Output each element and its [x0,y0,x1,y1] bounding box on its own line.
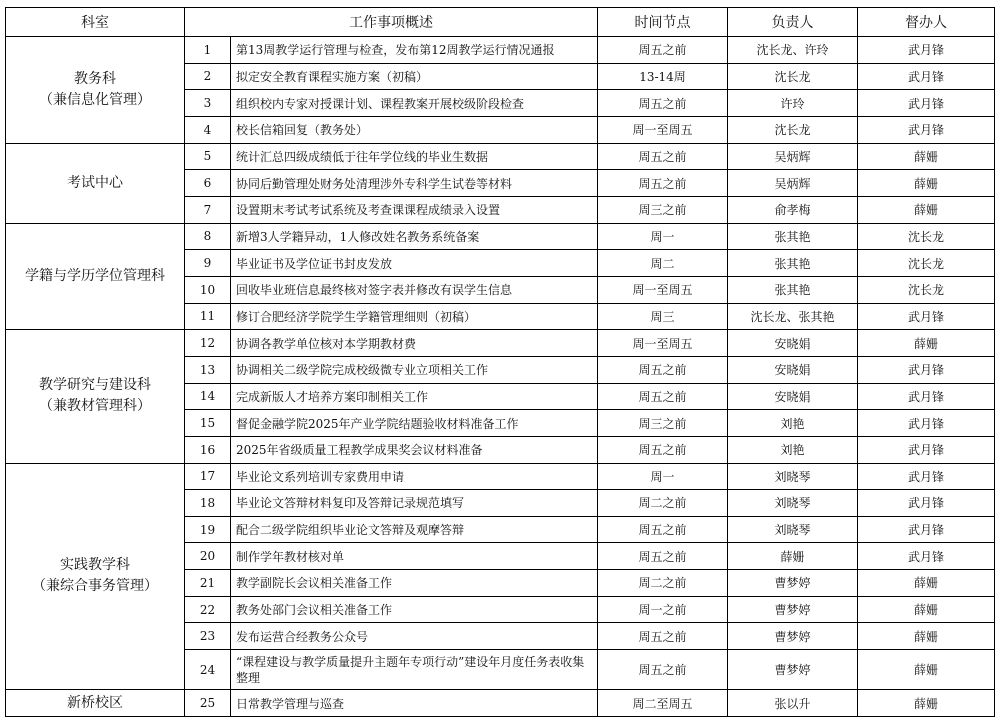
supervisor-name: 薛姗 [858,196,995,223]
time-node: 周二至周五 [598,690,728,717]
header-supervisor: 督办人 [858,8,995,37]
department-subtitle: （兼教材管理科） [39,398,151,415]
table-row [6,690,995,717]
table-row [6,37,995,64]
supervisor-name: 沈长龙 [858,223,995,250]
supervisor-name: 薛姗 [858,690,995,717]
owner-name: 张其艳 [728,276,858,303]
owner-name: 曹梦婷 [728,650,858,690]
time-node: 周一 [598,223,728,250]
owner-name: 刘晓琴 [728,463,858,490]
row-number: 18 [185,490,231,517]
task-description: 统计汇总四级成绩低于往年学位线的毕业生数据 [231,143,598,170]
row-number: 20 [185,543,231,570]
task-description: 2025年省级质量工程教学成果奖会议材料准备 [231,436,598,463]
task-description: 修订合肥经济学院学生学籍管理细则（初稿） [231,303,598,330]
owner-name: 吴炳辉 [728,143,858,170]
row-number: 23 [185,623,231,650]
row-number: 19 [185,516,231,543]
row-number: 2 [185,63,231,90]
time-node: 周三之前 [598,410,728,437]
owner-name: 张以升 [728,690,858,717]
department-name: 教务科 [74,70,116,87]
row-number: 12 [185,330,231,357]
owner-name: 张其艳 [728,223,858,250]
department-name: 教学研究与建设科 [39,377,151,394]
supervisor-name: 薛姗 [858,170,995,197]
supervisor-name: 薛姗 [858,650,995,690]
supervisor-name: 沈长龙 [858,250,995,277]
row-number: 22 [185,596,231,623]
row-number: 15 [185,410,231,437]
department-subtitle: （兼综合事务管理） [32,578,158,595]
time-node: 周五之前 [598,90,728,117]
supervisor-name: 薛姗 [858,623,995,650]
owner-name: 刘晓琴 [728,490,858,517]
owner-name: 曹梦婷 [728,596,858,623]
time-node: 周五之前 [598,623,728,650]
owner-name: 沈长龙、张其艳 [728,303,858,330]
department-name: 考试中心 [67,174,123,191]
row-number: 10 [185,276,231,303]
row-number: 17 [185,463,231,490]
row-number: 14 [185,383,231,410]
supervisor-name: 武月锋 [858,303,995,330]
header-dept: 科室 [6,8,185,37]
supervisor-name: 武月锋 [858,37,995,64]
time-node: 周五之前 [598,383,728,410]
row-number: 16 [185,436,231,463]
department-cell [6,37,185,144]
department-cell [6,690,185,717]
row-number: 7 [185,196,231,223]
task-description: 完成新版人才培养方案印制相关工作 [231,383,598,410]
time-node: 周一 [598,463,728,490]
row-number: 5 [185,143,231,170]
time-node: 周五之前 [598,516,728,543]
header-task: 工作事项概述 [185,8,598,37]
time-node: 周五之前 [598,356,728,383]
supervisor-name: 武月锋 [858,356,995,383]
work-schedule-table [5,7,995,717]
task-description: 拟定安全教育课程实施方案（初稿） [231,63,598,90]
time-node: 周一至周五 [598,330,728,357]
owner-name: 薛姗 [728,543,858,570]
owner-name: 刘艳 [728,410,858,437]
owner-name: 安晓娟 [728,383,858,410]
table-row [6,330,995,357]
table-row [6,223,995,250]
row-number: 13 [185,356,231,383]
row-number: 6 [185,170,231,197]
supervisor-name: 武月锋 [858,436,995,463]
supervisor-name: 沈长龙 [858,276,995,303]
task-description: 日常教学管理与巡查 [231,690,598,717]
supervisor-name: 武月锋 [858,543,995,570]
task-description: 设置期末考试考试系统及考查课课程成绩录入设置 [231,196,598,223]
owner-name: 安晓娟 [728,330,858,357]
supervisor-name: 武月锋 [858,463,995,490]
owner-name: 刘艳 [728,436,858,463]
time-node: 周五之前 [598,170,728,197]
department-name: 实践教学科 [60,557,130,574]
department-name: 学籍与学历学位管理科 [25,267,165,284]
row-number: 4 [185,116,231,143]
task-description: 协调各教学单位核对本学期教材费 [231,330,598,357]
owner-name: 沈长龙 [728,63,858,90]
supervisor-name: 武月锋 [858,90,995,117]
time-node: 周二 [598,250,728,277]
row-number: 8 [185,223,231,250]
supervisor-name: 薛姗 [858,596,995,623]
task-description: 毕业论文答辩材料复印及答辩记录规范填写 [231,490,598,517]
owner-name: 曹梦婷 [728,623,858,650]
time-node: 周二之前 [598,490,728,517]
owner-name: 沈长龙、许玲 [728,37,858,64]
time-node: 周五之前 [598,37,728,64]
task-description: 协调相关二级学院完成校级微专业立项相关工作 [231,356,598,383]
header-row [6,8,995,37]
task-description: 回收毕业班信息最终核对签字表并修改有误学生信息 [231,276,598,303]
row-number: 3 [185,90,231,117]
time-node: 周二之前 [598,570,728,597]
department-cell [6,143,185,223]
time-node: 周一之前 [598,596,728,623]
row-number: 11 [185,303,231,330]
task-description: 组织校内专家对授课计划、课程教案开展校级阶段检查 [231,90,598,117]
time-node: 周一至周五 [598,276,728,303]
row-number: 1 [185,37,231,64]
supervisor-name: 武月锋 [858,63,995,90]
time-node: 周一至周五 [598,116,728,143]
task-description: 毕业论文系列培训专家费用申请 [231,463,598,490]
department-cell [6,223,185,330]
time-node: 13-14周 [598,63,728,90]
supervisor-name: 武月锋 [858,383,995,410]
task-description: 教务处部门会议相关准备工作 [231,596,598,623]
table-row [6,463,995,490]
task-description: 督促金融学院2025年产业学院结题验收材料准备工作 [231,410,598,437]
task-description: “课程建设与教学质量提升主题年专项行动”建设年月度任务表收集整理 [231,650,598,690]
time-node: 周五之前 [598,143,728,170]
row-number: 25 [185,690,231,717]
supervisor-name: 薛姗 [858,330,995,357]
task-description: 配合二级学院组织毕业论文答辩及观摩答辩 [231,516,598,543]
owner-name: 吴炳辉 [728,170,858,197]
supervisor-name: 武月锋 [858,490,995,517]
task-description: 教学副院长会议相关准备工作 [231,570,598,597]
owner-name: 曹梦婷 [728,570,858,597]
department-subtitle: （兼信息化管理） [39,91,151,108]
row-number: 21 [185,570,231,597]
department-name: 新桥校区 [67,694,123,711]
time-node: 周三 [598,303,728,330]
owner-name: 许玲 [728,90,858,117]
owner-name: 安晓娟 [728,356,858,383]
supervisor-name: 武月锋 [858,410,995,437]
time-node: 周五之前 [598,543,728,570]
supervisor-name: 武月锋 [858,516,995,543]
time-node: 周三之前 [598,196,728,223]
owner-name: 刘晓琴 [728,516,858,543]
row-number: 9 [185,250,231,277]
time-node: 周五之前 [598,436,728,463]
department-cell [6,463,185,690]
owner-name: 沈长龙 [728,116,858,143]
task-description: 协同后勤管理处财务处清理涉外专科学生试卷等材料 [231,170,598,197]
header-time: 时间节点 [598,8,728,37]
header-owner: 负责人 [728,8,858,37]
supervisor-name: 薛姗 [858,143,995,170]
task-description: 制作学年教材核对单 [231,543,598,570]
task-description: 校长信箱回复（教务处） [231,116,598,143]
task-description: 毕业证书及学位证书封皮发放 [231,250,598,277]
task-description: 发布运营合经教务公众号 [231,623,598,650]
time-node: 周五之前 [598,650,728,690]
task-description: 第13周教学运行管理与检查，发布第12周教学运行情况通报 [231,37,598,64]
owner-name: 俞孝梅 [728,196,858,223]
department-cell [6,330,185,463]
task-description: 新增3人学籍异动，1人修改姓名教务系统备案 [231,223,598,250]
owner-name: 张其艳 [728,250,858,277]
supervisor-name: 薛姗 [858,570,995,597]
row-number: 24 [185,650,231,690]
supervisor-name: 武月锋 [858,116,995,143]
table-row [6,143,995,170]
